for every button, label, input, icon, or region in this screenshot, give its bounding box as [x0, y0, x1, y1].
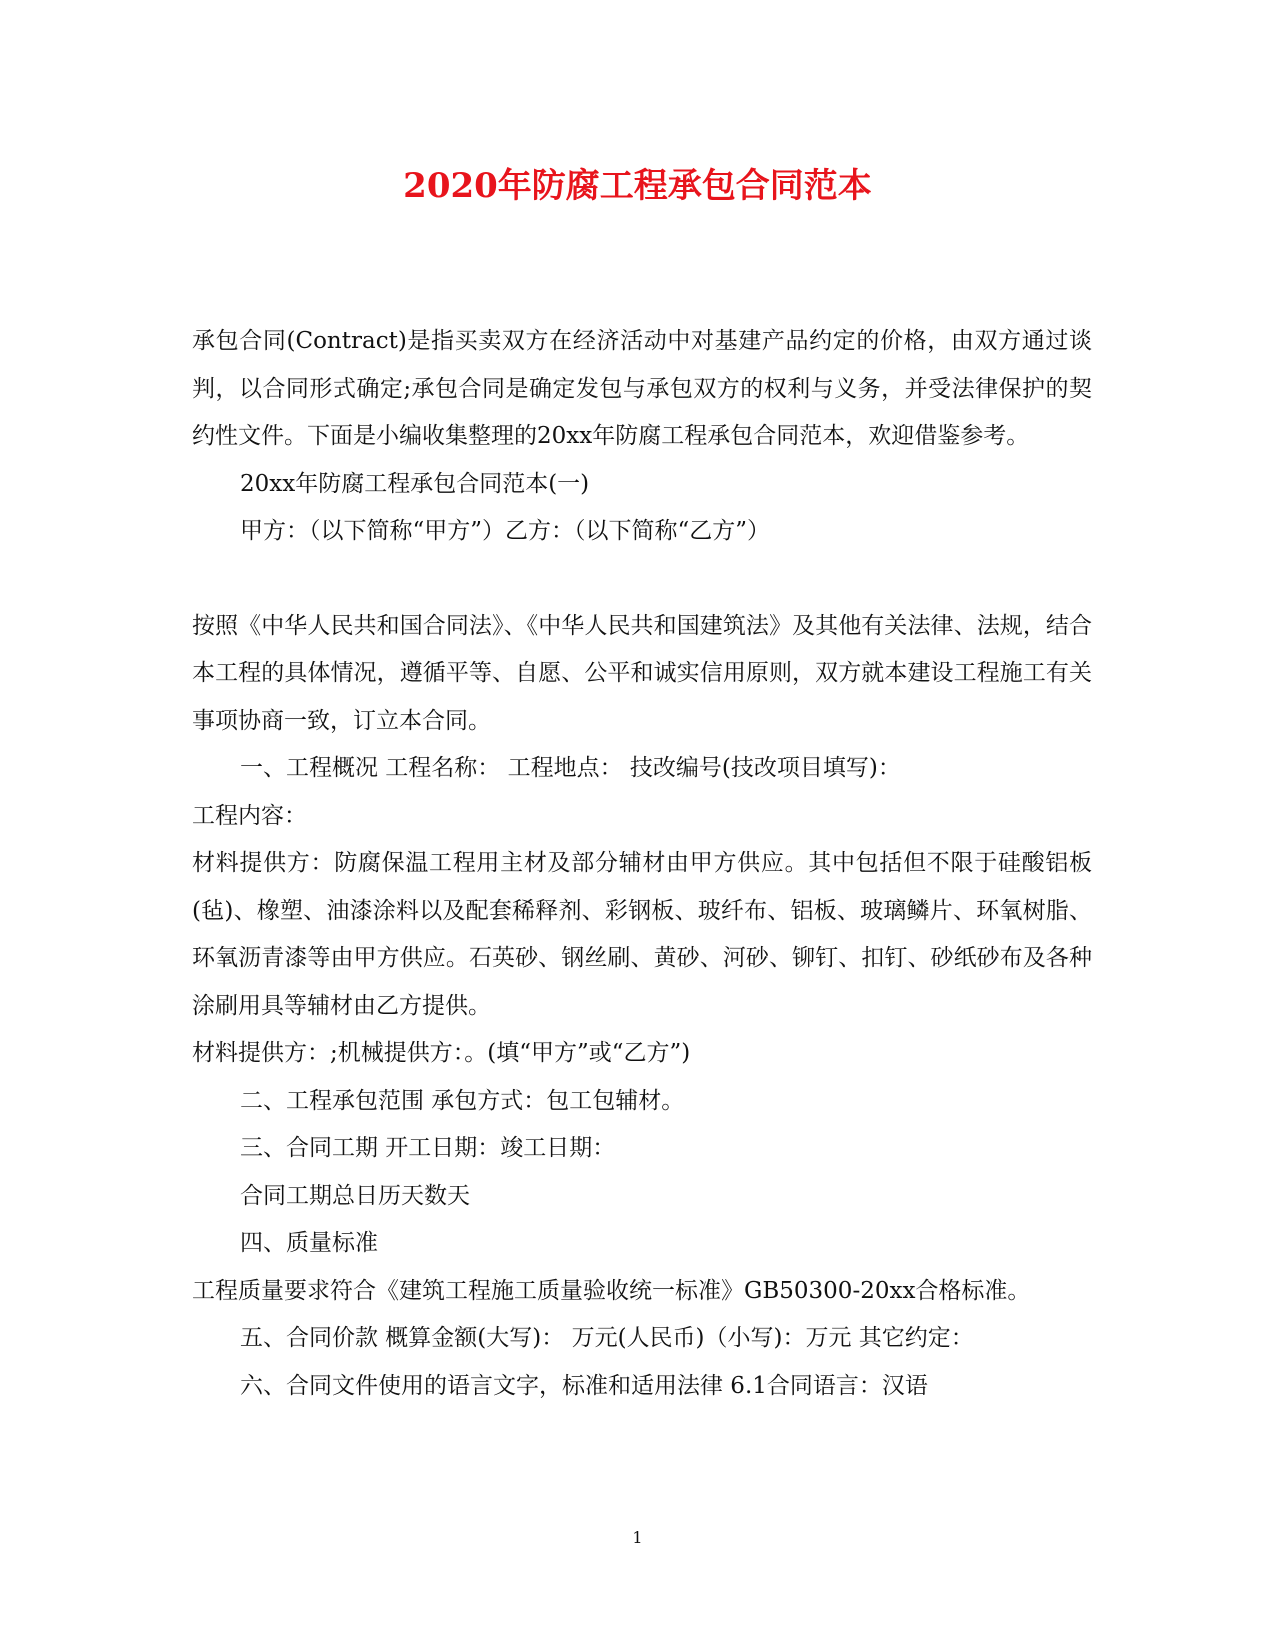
preamble-paragraph: 按照《中华人民共和国合同法》、《中华人民共和国建筑法》及其他有关法律、法规，结合本工程的具体情况，遵循平等、自愿、公平和诚实信用原则，双方就本建设工程施工有关事项协商一致，订立本合同。 [192, 612, 1092, 734]
document-title: 2020年防腐工程承包合同范本 [403, 166, 872, 206]
total-days-line: 合同工期总日历天数天 [240, 1182, 470, 1209]
quality-standard-line: 工程质量要求符合《建筑工程施工质量验收统一标准》GB50300-20xx合格标准。 [192, 1277, 1031, 1304]
section-6-language: 六、合同文件使用的语言文字，标准和适用法律 6.1合同语言：汉语 [240, 1372, 928, 1399]
section-4-quality: 四、质量标准 [240, 1230, 378, 1256]
supplier-line: 材料提供方：;机械提供方：。(填“甲方”或“乙方”) [192, 1040, 691, 1066]
materials-paragraph: 材料提供方：防腐保温工程用主材及部分辅材由甲方供应。其中包括但不限于硅酸铝板(毡)、橡塑、油漆涂料以及配套稀释剂、彩钢板、玻纤布、铝板、玻璃鳞片、环氧树脂、环氧沥青漆等由甲方供应。石英砂、钢丝刷、黄砂、河砂、铆钉、扣钉、砂纸砂布及各种涂刷用具等辅材由乙方提供。 [192, 850, 1092, 1019]
parties-line: 甲方：（以下简称“甲方”）乙方：（以下简称“乙方”） [240, 518, 771, 544]
section-5-price: 五、合同价款 概算金额(大写)： 万元(人民币)（小写)：万元 其它约定： [240, 1325, 974, 1351]
section-2-scope: 二、工程承包范围 承包方式：包工包辅材。 [240, 1087, 685, 1114]
project-content-line: 工程内容： [192, 802, 307, 829]
intro-paragraph: 承包合同(Contract)是指买卖双方在经济活动中对基建产品约定的价格，由双方通过谈判，以合同形式确定;承包合同是确定发包与承包双方的权利与义务，并受法律保护的契约性文件。下面是小编收集整理的20xx年防腐工程承包合同范本，欢迎借鉴参考。 [192, 328, 1092, 449]
section-3-period: 三、合同工期 开工日期：竣工日期： [240, 1135, 616, 1161]
blank-line [192, 556, 1092, 603]
page-number: 1 [632, 1528, 643, 1547]
contract-heading: 20xx年防腐工程承包合同范本(一) [240, 470, 590, 497]
section-1-overview: 一、工程概况 工程名称： 工程地点： 技改编号(技改项目填写)： [240, 755, 901, 781]
document-body [192, 318, 1092, 1410]
